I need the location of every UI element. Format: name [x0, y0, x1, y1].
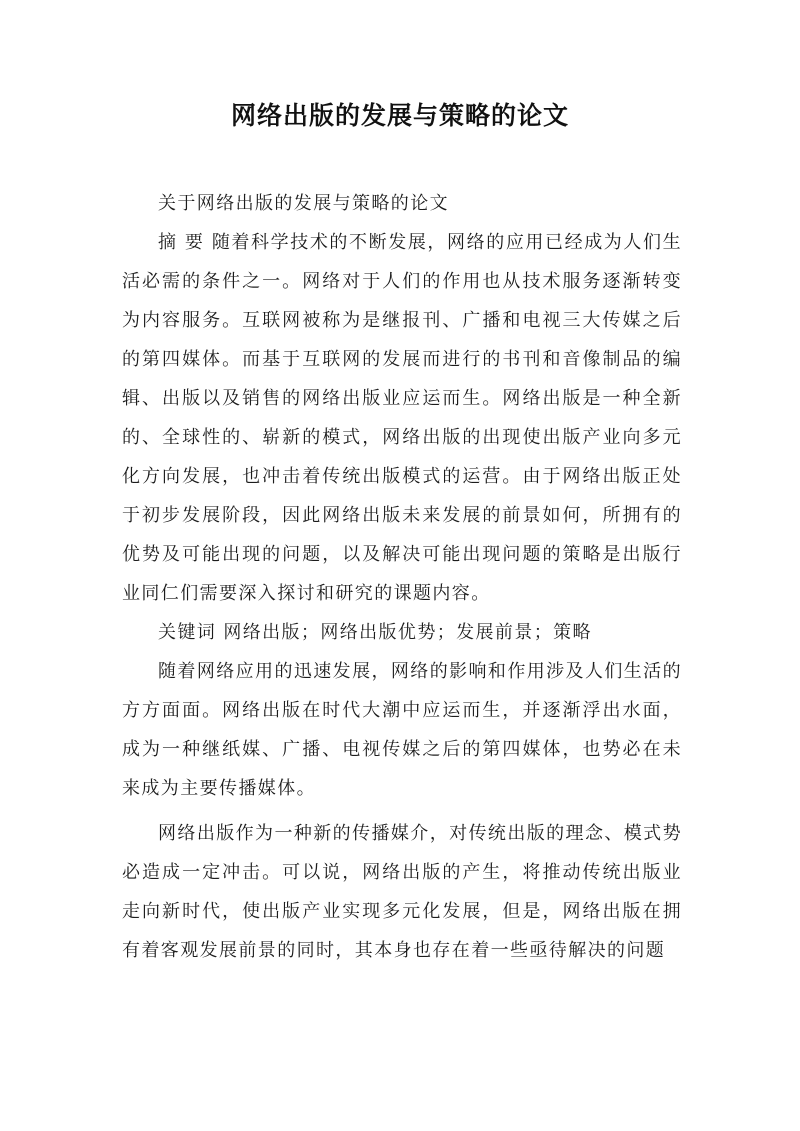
- paragraph-subtitle: 关于网络出版的发展与策略的论文: [158, 193, 449, 214]
- document-title: 网络出版的发展与策略的论文: [230, 101, 569, 130]
- paragraph-abstract: 摘 要 随着科学技术的不断发展，网络的应用已经成为人们生活必需的条件之一。网络对于人们的作用也从技术服务逐渐转变为内容服务。互联网被称为是继报刊、广播和电视三大传媒之后的第四媒体。而基于互联网的发展而进行的书刊和音像制品的编辑、出版以及销售的网络出版业应运而生。网络出版是一种全新的、全球性的、崭新的模式，网络出版的出现使出版产业向多元化方向发展，也冲击着传统出版模式的运营。由于网络出版正处于初步发展阶段，因此网络出版未来发展的前景如何，所拥有的优势及可能出现的问题，以及解决可能出现问题的策略是出版行业同仁们需要深入探讨和研究的课题内容。: [122, 232, 682, 604]
- paragraph-body: 网络出版作为一种新的传播媒介，对传统出版的理念、模式势必造成一定冲击。可以说，网络出版的产生，将推动传统出版业走向新时代，使出版产业实现多元化发展，但是，网络出版在拥有着客观发展前景的同时，其本身也存在着一些亟待解决的问题: [122, 823, 682, 961]
- paragraph-keywords: 关键词 网络出版；网络出版优势；发展前景；策略: [158, 622, 592, 643]
- document-body: [122, 184, 682, 970]
- paragraph-intro: 随着网络应用的迅速发展，网络的影响和作用涉及人们生活的方方面面。网络出版在时代大潮中应运而生，并逐渐浮出水面，成为一种继纸媒、广播、电视传媒之后的第四媒体，也势必在未来成为主要传播媒体。: [122, 661, 682, 799]
